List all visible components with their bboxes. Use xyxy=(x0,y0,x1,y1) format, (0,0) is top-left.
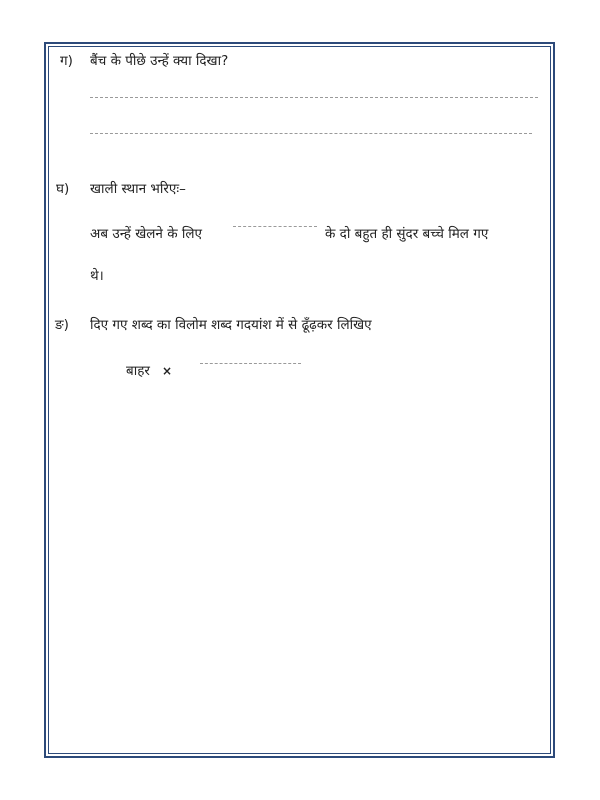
antonym-word: बाहर xyxy=(126,363,150,379)
question-gh-text: खाली स्थान भरिएः– xyxy=(90,181,186,197)
answer-line-1[interactable] xyxy=(90,97,538,98)
answer-line-2[interactable] xyxy=(90,133,532,134)
question-g-marker: ग) xyxy=(60,53,73,69)
question-ng-marker: ङ) xyxy=(55,317,69,333)
question-gh-marker: घ) xyxy=(56,181,70,197)
fill-sentence-end: थे। xyxy=(90,268,104,284)
question-g-text: बैंच के पीछे उन्हें क्या दिखा? xyxy=(90,53,229,69)
fill-sentence-start: अब उन्हें खेलने के लिए xyxy=(90,226,202,242)
page-border-inner xyxy=(48,46,551,754)
cross-icon: × xyxy=(162,364,173,378)
antonym-answer-line[interactable] xyxy=(200,363,301,364)
question-ng-text: दिए गए शब्द का विलोम शब्द गदयांश में से ढूँढ़कर लिखिए xyxy=(90,317,372,333)
fill-sentence-continued: के दो बहुत ही सुंदर बच्चे मिल गए xyxy=(325,226,489,242)
fill-blank[interactable] xyxy=(233,226,317,227)
